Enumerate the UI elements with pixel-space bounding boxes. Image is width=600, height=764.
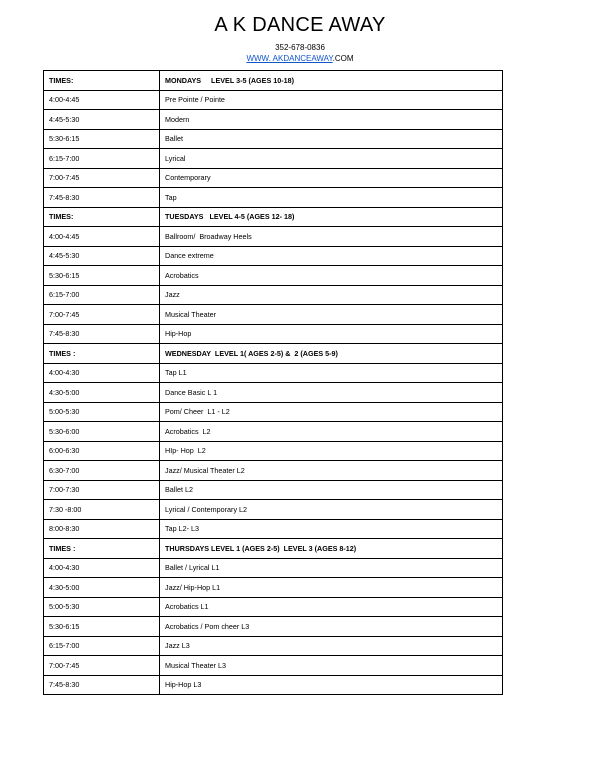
class-cell: Dance Basic L 1 — [160, 383, 503, 403]
class-cell: Lyrical / Contemporary L2 — [160, 500, 503, 520]
time-cell: 5:00-5:30 — [44, 597, 160, 617]
schedule-row — [44, 383, 503, 403]
schedule-row — [44, 578, 503, 598]
schedule-day-header-row — [44, 344, 503, 364]
page-title: A K DANCE AWAY — [214, 14, 386, 36]
schedule-row — [44, 110, 503, 130]
time-cell: 7:30 -8:00 — [44, 500, 160, 520]
schedule-row — [44, 656, 503, 676]
time-cell: 4:00-4:30 — [44, 558, 160, 578]
schedule-table — [43, 70, 503, 695]
schedule-row — [44, 285, 503, 305]
times-header-cell: TIMES : — [44, 344, 160, 364]
schedule-row — [44, 129, 503, 149]
class-cell: Modern — [160, 110, 503, 130]
schedule-row — [44, 558, 503, 578]
time-cell: 5:30-6:00 — [44, 422, 160, 442]
schedule-row — [44, 363, 503, 383]
class-cell: Acrobatics / Pom cheer L3 — [160, 617, 503, 637]
time-cell: 7:00-7:45 — [44, 305, 160, 325]
class-cell: Ballet / Lyrical L1 — [160, 558, 503, 578]
schedule-row — [44, 422, 503, 442]
time-cell: 5:30-6:15 — [44, 266, 160, 286]
time-cell: 4:30-5:00 — [44, 578, 160, 598]
time-cell: 4:45-5:30 — [44, 110, 160, 130]
class-cell: Hip-Hop — [160, 324, 503, 344]
time-cell: 8:00-8:30 — [44, 519, 160, 539]
schedule-row — [44, 246, 503, 266]
phone-number: 352-678-0836 — [275, 43, 325, 52]
time-cell: 4:00-4:30 — [44, 363, 160, 383]
time-cell: 6:00-6:30 — [44, 441, 160, 461]
time-cell: 5:30-6:15 — [44, 129, 160, 149]
schedule-row — [44, 636, 503, 656]
class-cell: Hip-Hop L3 — [160, 675, 503, 695]
schedule-row — [44, 480, 503, 500]
times-header-cell: TIMES : — [44, 539, 160, 559]
schedule-row — [44, 402, 503, 422]
schedule-row — [44, 227, 503, 247]
time-cell: 6:15-7:00 — [44, 636, 160, 656]
class-cell: Jazz/ Hip-Hop L1 — [160, 578, 503, 598]
schedule-row — [44, 168, 503, 188]
time-cell: 7:00-7:45 — [44, 168, 160, 188]
time-cell: 6:15-7:00 — [44, 149, 160, 169]
time-cell: 4:45-5:30 — [44, 246, 160, 266]
class-cell: Tap — [160, 188, 503, 208]
time-cell: 4:00-4:45 — [44, 227, 160, 247]
times-header-cell: TIMES: — [44, 207, 160, 227]
class-cell: Acrobatics L1 — [160, 597, 503, 617]
times-header-cell: TIMES: — [44, 71, 160, 91]
class-cell: Ballet L2 — [160, 480, 503, 500]
schedule-row — [44, 90, 503, 110]
class-cell: Tap L1 — [160, 363, 503, 383]
schedule-row — [44, 188, 503, 208]
website-suffix: .COM — [332, 54, 354, 63]
schedule-day-header-row — [44, 207, 503, 227]
time-cell: 6:30-7:00 — [44, 461, 160, 481]
time-cell: 7:45-8:30 — [44, 675, 160, 695]
class-cell: Lyrical — [160, 149, 503, 169]
schedule-row — [44, 461, 503, 481]
class-cell: Jazz/ Musical Theater L2 — [160, 461, 503, 481]
class-cell: Acrobatics — [160, 266, 503, 286]
time-cell: 5:30-6:15 — [44, 617, 160, 637]
time-cell: 6:15-7:00 — [44, 285, 160, 305]
class-cell: HIp- Hop L2 — [160, 441, 503, 461]
website — [0, 54, 600, 63]
time-cell: 7:45-8:30 — [44, 324, 160, 344]
schedule-day-header-row — [44, 539, 503, 559]
time-cell: 7:45-8:30 — [44, 188, 160, 208]
time-cell: 7:00-7:30 — [44, 480, 160, 500]
day-level-header-cell: MONDAYS LEVEL 3-5 (AGES 10-18) — [160, 71, 503, 91]
time-cell: 4:00-4:45 — [44, 90, 160, 110]
schedule-row — [44, 441, 503, 461]
schedule-row — [44, 519, 503, 539]
schedule-row — [44, 266, 503, 286]
class-cell: Dance extreme — [160, 246, 503, 266]
class-cell: Tap L2- L3 — [160, 519, 503, 539]
schedule-row — [44, 617, 503, 637]
class-cell: Musical Theater — [160, 305, 503, 325]
class-cell: Ballroom/ Broadway Heels — [160, 227, 503, 247]
class-cell: Jazz — [160, 285, 503, 305]
class-cell: Musical Theater L3 — [160, 656, 503, 676]
class-cell: Jazz L3 — [160, 636, 503, 656]
website-link[interactable]: WWW. AKDANCEAWAY — [246, 54, 333, 63]
day-level-header-cell: WEDNESDAY LEVEL 1( AGES 2-5) & 2 (AGES 5-9) — [160, 344, 503, 364]
schedule-row — [44, 500, 503, 520]
class-cell: Pom/ Cheer L1 - L2 — [160, 402, 503, 422]
day-level-header-cell: THURSDAYS LEVEL 1 (AGES 2-5) LEVEL 3 (AGES 8-12) — [160, 539, 503, 559]
time-cell: 5:00-5:30 — [44, 402, 160, 422]
day-level-header-cell: TUESDAYS LEVEL 4-5 (AGES 12- 18) — [160, 207, 503, 227]
schedule-day-header-row — [44, 71, 503, 91]
class-cell: Pre Pointe / Pointe — [160, 90, 503, 110]
class-cell: Acrobatics L2 — [160, 422, 503, 442]
class-cell: Contemporary — [160, 168, 503, 188]
schedule-row — [44, 597, 503, 617]
schedule-row — [44, 675, 503, 695]
class-cell: Ballet — [160, 129, 503, 149]
time-cell: 7:00-7:45 — [44, 656, 160, 676]
schedule-row — [44, 324, 503, 344]
time-cell: 4:30-5:00 — [44, 383, 160, 403]
schedule-row — [44, 149, 503, 169]
schedule-row — [44, 305, 503, 325]
